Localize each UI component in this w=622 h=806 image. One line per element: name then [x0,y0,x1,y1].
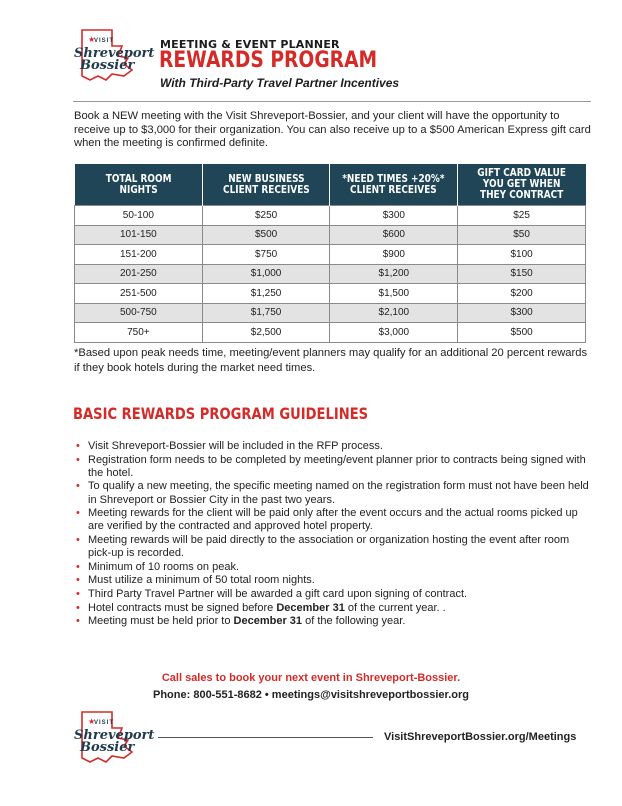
bullet-icon: • [76,560,80,573]
cell-gift-card: $200 [458,284,586,304]
cell-room-nights: 750+ [75,323,203,343]
table-row [75,264,586,284]
contact-line: Phone: 800-551-8682 • meetings@visitshreveportbossier.org [153,689,469,701]
bullet-icon: • [76,574,80,587]
table-row [75,225,586,245]
cell-gift-card: $500 [458,323,586,343]
list-item: • Third Party Travel Partner will be awarded a gift card upon signing of contract. [76,587,468,600]
intro-paragraph: Book a NEW meeting with the Visit Shreveport-Bossier, and your client will have the opportunity to receive up to $3,000 for their organization. You can also receive up to a $500 American Express gift card when the meeting is confirmed definite. [74,110,591,149]
svg-text:★: ★ [88,35,96,44]
table-row [75,303,586,323]
list-item: • Meeting must be held prior to December 31 of the following year. [76,615,406,628]
cell-gift-card: $50 [458,225,586,245]
list-item: • Minimum of 10 rooms on peak. [76,560,240,573]
cell-room-nights: 201-250 [75,264,203,284]
bullet-icon: • [76,440,80,452]
cell-need-times: $600 [330,225,458,245]
list-item: • Registration form needs to be completed by meeting/event planner prior to contracts being signed with the hotel. [76,453,586,479]
cell-room-nights: 151-200 [75,245,203,265]
cell-need-times: $3,000 [330,323,458,343]
table-header-row [75,164,586,206]
page-subtitle: With Third-Party Travel Partner Incentives [160,76,400,90]
cell-room-nights: 251-500 [75,284,203,304]
list-item: • To qualify a new meeting, the specific meeting named on the registration form must not have been held in Shreveport or Bossier City in the past two years. [76,480,589,506]
cell-new-business: $1,250 [202,284,330,304]
logo-wordmark [74,730,154,754]
cell-new-business: $750 [202,245,330,265]
bullet-icon: • [76,601,80,614]
call-to-action: Call sales to book your next event in Shreveport-Bossier. [161,672,461,684]
brand-logo [68,26,155,86]
cell-gift-card: $100 [458,245,586,265]
footer-website-link[interactable]: VisitShreveportBossier.org/Meetings [384,731,577,743]
header-divider [73,101,591,102]
footer-logo [68,708,155,768]
table-row [75,323,586,343]
cell-gift-card: $25 [458,206,586,226]
cell-need-times: $2,100 [330,303,458,323]
cell-room-nights: 101-150 [75,225,203,245]
cell-room-nights: 50-100 [75,206,203,226]
list-item: • Must utilize a minimum of 50 total room nights. [76,574,315,587]
logo-word-1: Shreveport [74,46,155,61]
guidelines-heading: BASIC REWARDS PROGRAM GUIDELINES [73,404,369,423]
footer-divider [158,737,373,738]
cell-need-times: $1,500 [330,284,458,304]
cell-need-times: $300 [330,206,458,226]
cell-need-times: $1,200 [330,264,458,284]
cell-new-business: $1,750 [202,303,330,323]
list-item: • Visit Shreveport-Bossier will be included in the RFP process. [76,440,383,452]
bullet-icon: • [76,615,80,628]
cell-new-business: $2,500 [202,323,330,343]
cell-new-business: $1,000 [202,264,330,284]
list-item: • Meeting rewards for the client will be paid only after the event occurs and the actual rooms picked up are verified by the contracted and approved hotel property. [76,507,578,533]
guidelines-list [74,440,594,629]
col-header-room-nights: TOTAL ROOM NIGHTS [75,164,203,206]
list-item: • Hotel contracts must be signed before December 31 of the current year. . [76,601,446,614]
cell-new-business: $250 [202,206,330,226]
bullet-icon: • [76,453,80,466]
rewards-table [74,164,586,343]
logo-visit-text: VISIT [94,38,115,44]
table-row [75,245,586,265]
logo-visit-text: VISIT [94,720,115,726]
logo-word-2: Bossier [80,740,135,755]
bullet-icon: • [76,587,80,600]
table-row [75,206,586,226]
cell-gift-card: $150 [458,264,586,284]
col-header-gift-card: GIFT CARD VALUE YOU GET WHEN THEY CONTRACT [458,164,586,206]
cell-new-business: $500 [202,225,330,245]
svg-text:★: ★ [88,717,96,726]
page-title: REWARDS PROGRAM [159,48,378,73]
bullet-icon: • [76,533,80,546]
footnote: *Based upon peak needs time, meeting/event planners may qualify for an additional 20 percent rewards if they book hotels during the market need times. [74,347,588,374]
list-item: • Meeting rewards will be paid directly to the association or organization hosting the event after room pick-up is recorded. [76,533,570,560]
bullet-icon: • [76,507,80,520]
col-header-need-times: *NEED TIMES +20%* CLIENT RECEIVES [330,164,458,206]
cell-gift-card: $300 [458,303,586,323]
bullet-icon: • [76,480,80,493]
cell-need-times: $900 [330,245,458,265]
table-row [75,284,586,304]
logo-word-1: Shreveport [74,728,155,743]
logo-wordmark [74,48,154,72]
cell-room-nights: 500-750 [75,303,203,323]
header-kicker: MEETING & EVENT PLANNER [160,38,340,51]
col-header-new-business: NEW BUSINESS CLIENT RECEIVES [202,164,330,206]
logo-word-2: Bossier [80,58,135,73]
